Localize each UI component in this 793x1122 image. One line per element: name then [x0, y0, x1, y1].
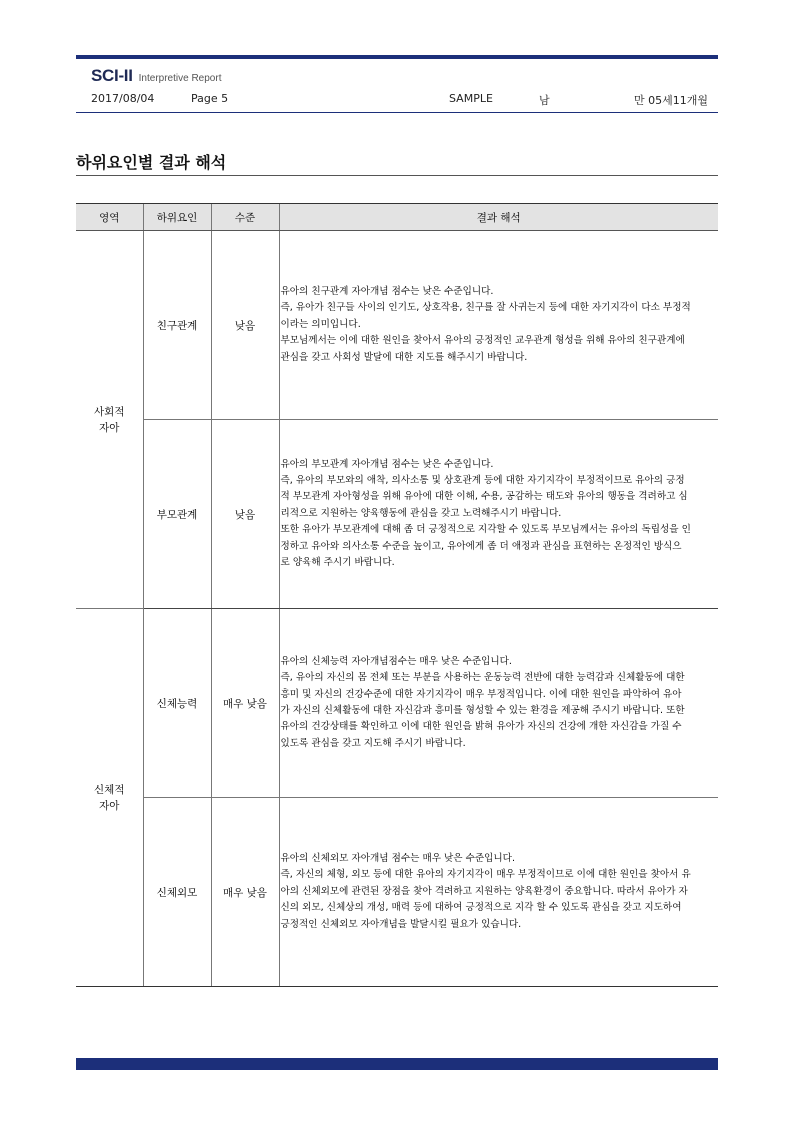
header-level: 수준	[211, 204, 279, 231]
header-top-bar	[76, 55, 718, 59]
factor-cell: 신체능력	[143, 609, 211, 798]
brand-name: SCI-II	[91, 66, 133, 85]
interpretation-line: 적 부모관계 자아형성을 위해 유아에 대한 이해, 수용, 공감하는 태도와 유아의 행동을 격려하고 심	[280, 491, 688, 503]
report-date: 2017/08/04	[91, 92, 155, 105]
interpretation-line: 긍정적인 신체외모 자아개념을 발달시킬 필요가 있습니다.	[280, 918, 522, 930]
interpretation-cell	[279, 609, 718, 798]
interpretation-line: 유아의 친구관계 자아개념 점수는 낮은 수준입니다.	[280, 285, 494, 297]
factor-cell: 부모관계	[143, 420, 211, 609]
domain-label: 사회적	[94, 405, 125, 418]
interpretation-line: 부모님께서는 이에 대한 원인을 찾아서 유아의 긍정적인 교우관계 형성을 위해 유아의 친구관계에	[280, 335, 685, 347]
brand-block	[91, 66, 221, 86]
domain-label: 자아	[99, 421, 120, 434]
title-rule	[76, 175, 718, 176]
header-rule	[76, 112, 718, 113]
interpretation-line: 아의 신체외모에 관련된 장점을 찾아 격려하고 지원하는 양육환경이 중요합니다. 따라서 유아가 자	[280, 885, 688, 897]
interpretation-line: 관심을 갖고 사회성 발달에 대한 지도를 해주시기 바랍니다.	[280, 351, 528, 363]
factor-cell: 신체외모	[143, 798, 211, 987]
interpretation-cell	[279, 231, 718, 420]
interpretation-line: 즉, 유아의 부모와의 애착, 의사소통 및 상호관계 등에 대한 자기지각이 부정적이므로 유아의 긍정	[280, 474, 685, 486]
header-domain: 영역	[76, 204, 143, 231]
page-number: Page 5	[191, 92, 229, 105]
table-row	[76, 420, 718, 609]
results-table	[76, 203, 718, 987]
interpretation-line: 유아의 신체외모 자아개념 점수는 매우 낮은 수준입니다.	[280, 852, 516, 864]
interpretation-line: 가 자신의 신체활동에 대한 자신감과 흥미를 형성할 수 있는 환경을 제공해 주시기 바랍니다. 또한	[280, 705, 685, 716]
interpretation-cell	[279, 798, 718, 987]
interpretation-cell	[279, 420, 718, 609]
footer-bar	[76, 1058, 718, 1070]
level-cell: 낮음	[211, 420, 279, 609]
header-factor: 하위요인	[143, 204, 211, 231]
level-cell: 매우 낮음	[211, 798, 279, 987]
level-cell: 낮음	[211, 231, 279, 420]
interpretation-line: 유아의 신체능력 자아개념점수는 매우 낮은 수준입니다.	[280, 655, 512, 667]
interpretation-line: 로 양육해 주시기 바랍니다.	[280, 557, 395, 569]
interpretation-line: 리적으로 지원하는 양육행동에 관심을 갖고 노력해주시기 바랍니다.	[280, 507, 562, 519]
domain-label: 신체적	[94, 783, 125, 796]
interpretation-line: 신의 외모, 신체상의 개성, 매력 등에 대하여 긍정적으로 지각 할 수 있도록 관심을 갖고 지도하여	[280, 902, 682, 914]
factor-cell: 친구관계	[143, 231, 211, 420]
interpretation-line: 이라는 의미입니다.	[280, 318, 361, 330]
section-title: 하위요인별 결과 해석	[76, 153, 227, 172]
interpretation-line: 있도록 관심을 갖고 지도해 주시기 바랍니다.	[280, 737, 466, 749]
interpretation-line: 유아의 부모관계 자아개념 점수는 낮은 수준입니다.	[280, 458, 494, 470]
domain-cell	[76, 231, 143, 609]
table-row	[76, 609, 718, 798]
interpretation-line: 즉, 유아의 자신의 몸 전체 또는 부분을 사용하는 운동능력 전반에 대한 능력감과 신체활동에 대한	[280, 672, 685, 684]
table-row	[76, 231, 718, 420]
interpretation-line: 또한 유아가 부모관계에 대해 좀 더 긍정적으로 지각할 수 있도록 부모님께서는 유아의 독립성을 인	[280, 524, 691, 536]
header-interpretation: 결과 해석	[279, 204, 718, 231]
domain-label: 자아	[99, 799, 120, 812]
level-cell: 매우 낮음	[211, 609, 279, 798]
domain-cell	[76, 609, 143, 987]
subject-age: 만 05세11개월	[634, 94, 708, 107]
interpretation-line: 정하고 유아와 의사소통 수준을 높이고, 유아에게 좀 더 애정과 관심을 표현하는 온정적인 방식으	[280, 540, 682, 552]
subject-gender: 남	[539, 94, 550, 107]
interpretation-line: 흥미 및 자신의 건강수준에 대한 자기지각이 매우 부정적입니다. 이에 대한 원인을 파악하여 유아	[280, 688, 682, 700]
table-row	[76, 798, 718, 987]
interpretation-line: 유아의 건강상태를 확인하고 이에 대한 원인을 밝혀 유아가 자신의 건강에 개한 자신감을 가질 수	[280, 721, 682, 733]
table-header-row	[76, 204, 718, 231]
brand-subtitle: Interpretive Report	[138, 73, 222, 84]
interpretation-line: 즉, 자신의 체형, 외모 등에 대한 유아의 자기지각이 매우 부정적이므로 이에 대한 원인을 찾아서 유	[280, 869, 691, 881]
interpretation-line: 즉, 유아가 친구들 사이의 인기도, 상호작용, 친구를 잘 사귀는지 등에 대한 자기지각이 다소 부정적	[280, 302, 691, 314]
subject-name: SAMPLE	[449, 92, 493, 105]
